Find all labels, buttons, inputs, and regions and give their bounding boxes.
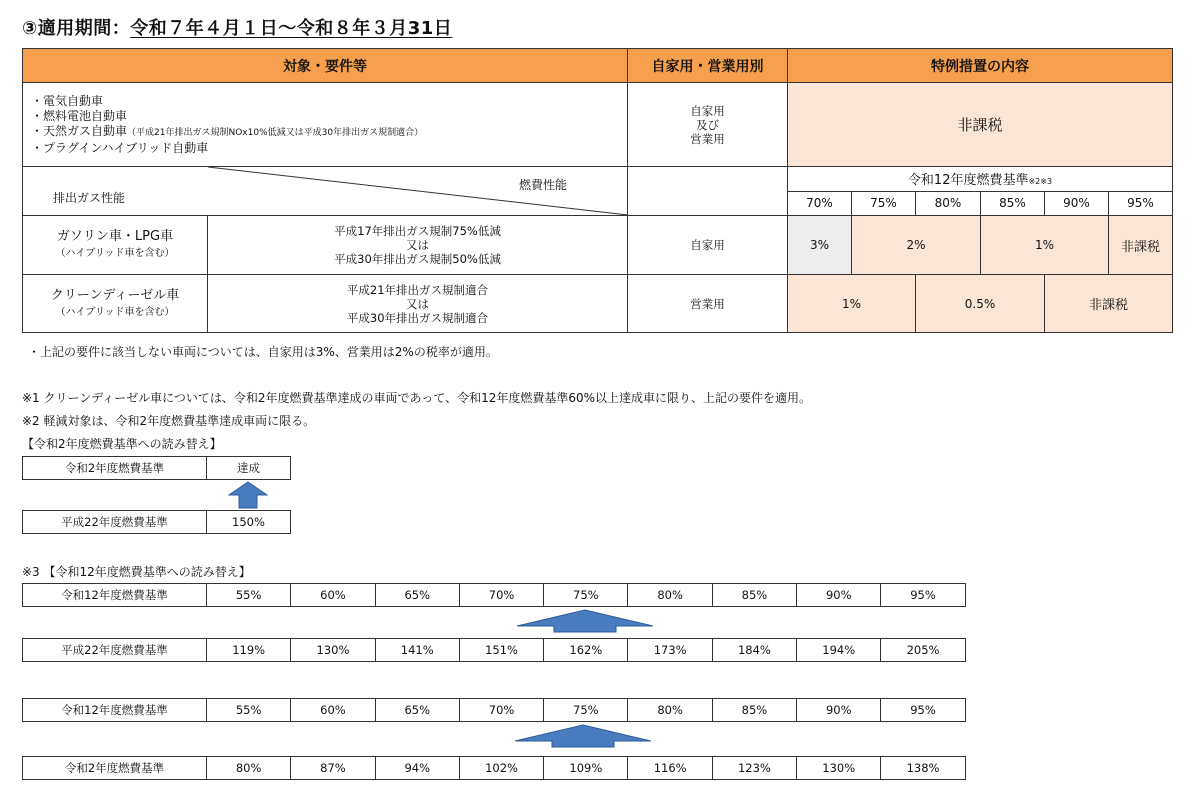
row-value: 184% xyxy=(712,639,796,662)
ev-item: ・電気自動車 xyxy=(31,93,104,108)
note-line: ・上記の要件に該当しない車両については、自家用は3%、営業用は2%の税率が適用。 xyxy=(28,345,498,359)
up-arrow-icon xyxy=(228,481,268,509)
conv-a-top-table xyxy=(22,583,966,607)
footnote-1: ※1 クリーンディーゼル車については、令和2年度燃費基準達成の車両であって、令和12年度燃費基準60%以上達成車に限り、上記の要件を適用。 xyxy=(22,391,812,405)
footnote-3-heading: ※3 【令和12年度燃費基準への読み替え】 xyxy=(22,565,251,579)
row-value: 102% xyxy=(459,757,543,780)
standard-col: 85% xyxy=(981,191,1045,216)
conv-b-top-table xyxy=(22,698,966,722)
row-label: 令和12年度燃費基準 xyxy=(23,584,207,607)
page-title xyxy=(22,14,452,40)
row-label: 平成22年度燃費基準 xyxy=(23,511,207,534)
row-value: 達成 xyxy=(207,457,291,480)
row-value: 70% xyxy=(459,584,543,607)
rate-cell: 1% xyxy=(981,216,1109,275)
row-label: 平成22年度燃費基準 xyxy=(23,639,207,662)
diagonal-header-cell xyxy=(23,167,628,216)
standard-col: 75% xyxy=(852,191,916,216)
standard-col: 80% xyxy=(916,191,981,216)
diesel-condition-cell: 平成21年排出ガス規制適合 又は 平成30年排出ガス規制適合 xyxy=(208,275,628,333)
standard-note: ※2※3 xyxy=(1028,177,1053,187)
row-value: 116% xyxy=(628,757,712,780)
standard-col: 90% xyxy=(1045,191,1109,216)
footnote-2: ※2 軽減対象は、令和2年度燃費基準達成車両に限る。 xyxy=(22,414,316,428)
row-value: 75% xyxy=(544,584,628,607)
row-value: 130% xyxy=(291,639,375,662)
r2-bottom-table xyxy=(22,510,291,534)
row-value: 60% xyxy=(291,584,375,607)
gasoline-category-cell: ガソリン車・LPG車 （ハイブリッド車を含む） xyxy=(23,216,208,275)
rate-cell: 0.5% xyxy=(916,275,1045,333)
row-value: 65% xyxy=(375,699,459,722)
standard-col: 95% xyxy=(1109,191,1173,216)
row-label: 令和2年度燃費基準 xyxy=(23,757,207,780)
rate-cell: 2% xyxy=(852,216,981,275)
row-label: 令和12年度燃費基準 xyxy=(23,699,207,722)
row-value: 80% xyxy=(628,584,712,607)
row-value: 55% xyxy=(207,584,291,607)
r2-top-table xyxy=(22,456,291,480)
ev-item: ・プラグインハイブリッド自動車 xyxy=(31,140,209,155)
row-value: 141% xyxy=(375,639,459,662)
row-label: 令和2年度燃費基準 xyxy=(23,457,207,480)
row-value: 94% xyxy=(375,757,459,780)
up-arrow-icon xyxy=(514,724,652,748)
row-value: 205% xyxy=(881,639,965,662)
rate-cell: 3% xyxy=(788,216,852,275)
header-measure: 特例措置の内容 xyxy=(788,49,1173,83)
row-value: 95% xyxy=(881,584,965,607)
row-value: 138% xyxy=(881,757,965,780)
row-value: 70% xyxy=(459,699,543,722)
up-arrow-icon xyxy=(516,609,654,633)
gasoline-condition-cell: 平成17年排出ガス規制75%低減 又は 平成30年排出ガス規制50%低減 xyxy=(208,216,628,275)
fuel-performance-label: 燃費性能 xyxy=(518,178,567,192)
standard-col: 70% xyxy=(788,191,852,216)
row-value: 60% xyxy=(291,699,375,722)
header-target: 対象・要件等 xyxy=(23,49,628,83)
ev-item: ・燃料電池自動車 xyxy=(31,108,128,123)
rate-cell: 1% xyxy=(788,275,916,333)
row-value: 90% xyxy=(797,699,881,722)
diesel-category-cell: クリーンディーゼル車 （ハイブリッド車を含む） xyxy=(23,275,208,333)
row-value: 119% xyxy=(207,639,291,662)
rate-cell: 非課税 xyxy=(1045,275,1173,333)
diesel-usage-cell: 営業用 xyxy=(628,275,788,333)
row-value: 194% xyxy=(797,639,881,662)
row-value: 162% xyxy=(544,639,628,662)
ev-usage-cell: 自家用 及び 営業用 xyxy=(628,83,788,167)
r2-heading: 【令和2年度燃費基準への読み替え】 xyxy=(22,437,222,451)
emission-performance-label: 排出ガス性能 xyxy=(53,191,126,205)
conv-a-bottom-table xyxy=(22,638,966,662)
rate-cell: 非課税 xyxy=(1109,216,1173,275)
row-value: 85% xyxy=(712,584,796,607)
tax-measure-table xyxy=(22,48,1173,333)
row-value: 151% xyxy=(459,639,543,662)
ev-item: ・天然ガス自動車（平成21年排出ガス規制NOx10%低減又は平成30年排出ガス規制適合） xyxy=(31,123,424,138)
row-value: 95% xyxy=(881,699,965,722)
row-value: 123% xyxy=(712,757,796,780)
header-usage: 自家用・営業用別 xyxy=(628,49,788,83)
row-value: 80% xyxy=(207,757,291,780)
row-value: 75% xyxy=(544,699,628,722)
row-value: 55% xyxy=(207,699,291,722)
ev-list-cell xyxy=(23,83,628,167)
row-value: 87% xyxy=(291,757,375,780)
row-value: 130% xyxy=(797,757,881,780)
row-value: 90% xyxy=(797,584,881,607)
row-value: 150% xyxy=(207,511,291,534)
row-value: 65% xyxy=(375,584,459,607)
title-period: 令和７年４月１日～令和８年３月31日 xyxy=(130,18,453,39)
gas-note: （平成21年排出ガス規制NOx10%低減又は平成30年排出ガス規制適合） xyxy=(127,127,424,138)
usage-blank-cell xyxy=(628,167,788,216)
conv-b-bottom-table xyxy=(22,756,966,780)
ev-measure-cell: 非課税 xyxy=(788,83,1173,167)
gasoline-usage-cell: 自家用 xyxy=(628,216,788,275)
title-prefix: ③適用期間： xyxy=(22,18,131,39)
row-value: 85% xyxy=(712,699,796,722)
row-value: 173% xyxy=(628,639,712,662)
row-value: 109% xyxy=(544,757,628,780)
row-value: 80% xyxy=(628,699,712,722)
standard-header-cell: 令和12年度燃費基準※2※3 xyxy=(788,167,1173,192)
